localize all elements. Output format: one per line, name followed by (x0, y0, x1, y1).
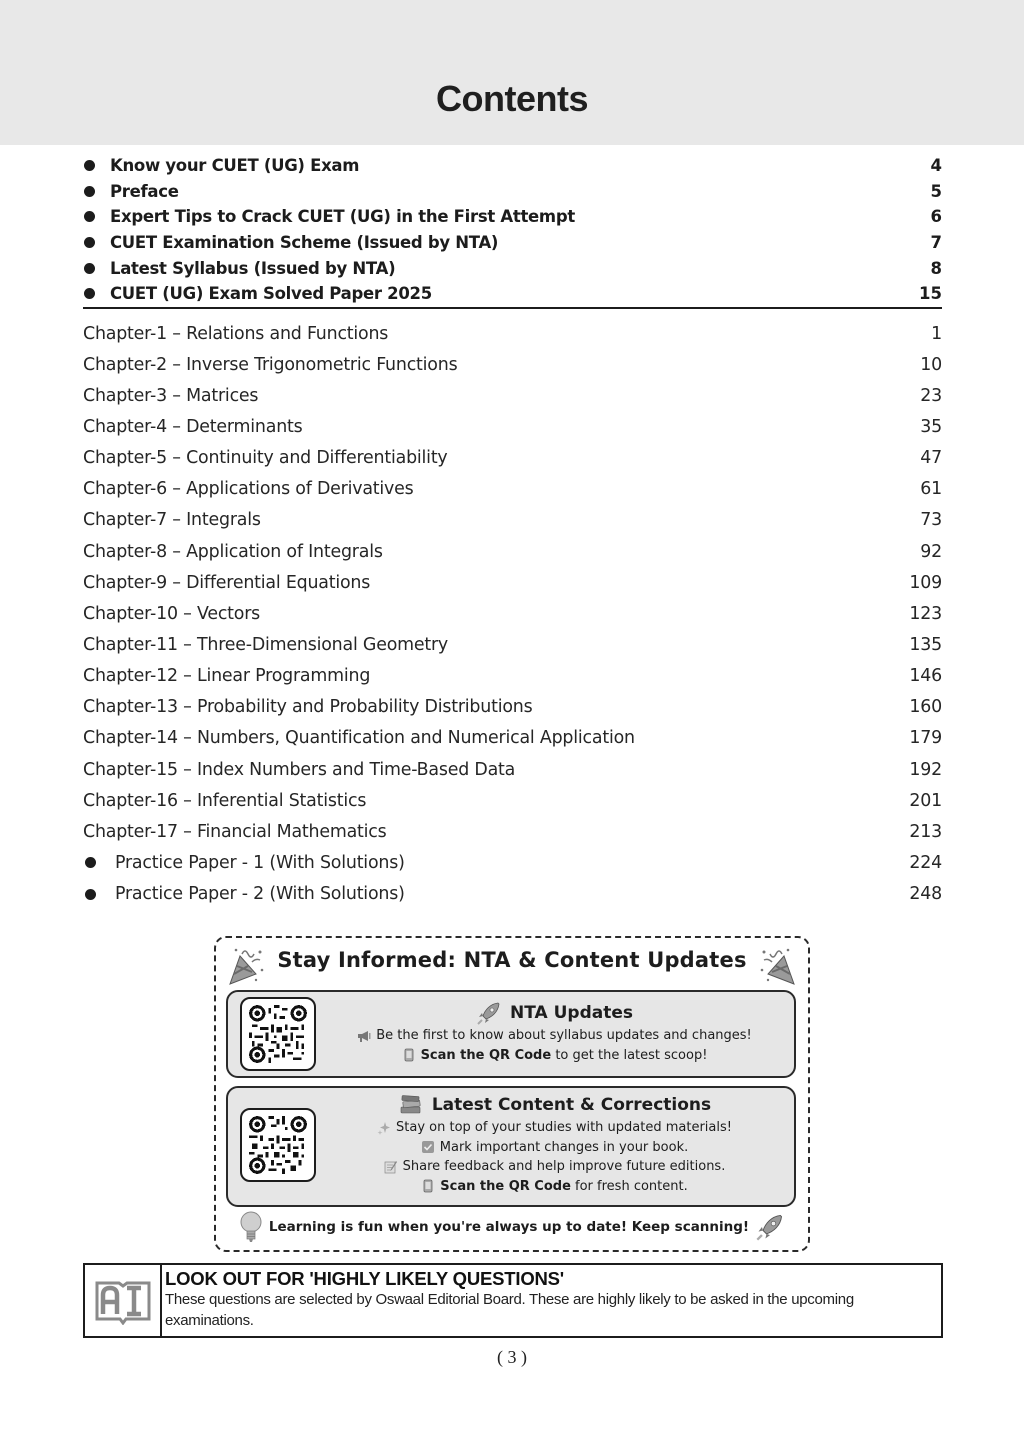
bullet-icon (84, 211, 95, 222)
latest-content-line-4: for fresh content. (575, 1178, 688, 1194)
chapter-label: Chapter-15 – Index Numbers and Time-Based Data (83, 759, 516, 780)
chapter-page: 201 (909, 790, 942, 811)
chapter-page: 35 (920, 416, 942, 437)
ai-book-icon (94, 1277, 152, 1325)
light-bulb-icon (239, 1210, 263, 1244)
party-popper-icon (758, 944, 798, 986)
chapter-page: 47 (920, 448, 942, 469)
chapter-page: 109 (909, 572, 942, 593)
chapter-page: 10 (920, 354, 942, 375)
mobile-phone-icon (402, 1048, 416, 1062)
header-band (0, 0, 1024, 145)
toc-entry-page: 7 (930, 233, 942, 253)
memo-icon (384, 1160, 398, 1174)
toc-entry[interactable] (83, 153, 942, 179)
nta-qr-code[interactable] (240, 997, 316, 1071)
chapter-entry[interactable] (83, 536, 942, 567)
toc-entry-page: 4 (930, 156, 942, 176)
toc-entry-page: 15 (919, 284, 942, 304)
practice-paper-entry[interactable] (83, 847, 942, 878)
chapter-label: Chapter-14 – Numbers, Quantification and Numerical Application (83, 728, 635, 749)
toc-entry[interactable] (83, 230, 942, 256)
latest-content-line-1: Stay on top of your studies with updated materials! (396, 1120, 732, 1135)
chapter-entry[interactable] (83, 723, 942, 754)
latest-content-line-3: Share feedback and help improve future editions. (402, 1159, 726, 1174)
scan-qr-bold: Scan the QR Code (420, 1047, 552, 1063)
chapter-label: Chapter-7 – Integrals (83, 510, 261, 531)
chapter-label: Chapter-16 – Inferential Statistics (83, 790, 367, 811)
megaphone-icon (357, 1029, 371, 1043)
bullet-icon (84, 186, 95, 197)
chapter-entry[interactable] (83, 692, 942, 723)
chapter-page: 1 (931, 323, 942, 344)
nta-updates-content (323, 992, 786, 1065)
chapter-label: Chapter-10 – Vectors (83, 603, 261, 624)
toc-entry[interactable] (83, 179, 942, 205)
chapter-entry[interactable] (83, 816, 942, 847)
nta-updates-line-1: Be the first to know about syllabus updates and changes! (376, 1028, 752, 1043)
sparkles-icon (377, 1121, 391, 1135)
chapter-page: 146 (909, 666, 942, 687)
nta-updates-line-2: to get the latest scoop! (555, 1047, 708, 1063)
toc-entry-page: 8 (930, 258, 942, 278)
chapter-label: Chapter-8 – Application of Integrals (83, 541, 383, 562)
nta-updates-panel (226, 990, 796, 1078)
front-matter-list (83, 153, 942, 307)
chapter-label: Chapter-12 – Linear Programming (83, 666, 371, 687)
bullet-icon (85, 889, 96, 900)
practice-paper-label: Practice Paper - 1 (With Solutions) (115, 852, 405, 873)
toc-entry-label: CUET (UG) Exam Solved Paper 2025 (110, 284, 432, 304)
chapter-page: 179 (909, 728, 942, 749)
chapter-entry[interactable] (83, 754, 942, 785)
bullet-icon (84, 237, 95, 248)
updates-box (214, 936, 810, 1252)
books-icon (398, 1092, 424, 1118)
section-divider (83, 307, 942, 309)
toc-entry-page: 6 (930, 207, 942, 227)
latest-content-line-2: Mark important changes in your book. (439, 1139, 689, 1155)
toc-entry-label: Latest Syllabus (Issued by NTA) (110, 258, 396, 278)
chapter-page: 23 (920, 385, 942, 406)
chapter-entry[interactable] (83, 474, 942, 505)
practice-paper-page: 224 (909, 852, 942, 873)
chapter-entry[interactable] (83, 785, 942, 816)
toc-entry-page: 5 (930, 181, 942, 201)
highly-likely-questions-box (83, 1263, 943, 1338)
updates-footer (216, 1210, 808, 1244)
page-title: Contents (436, 78, 588, 119)
highly-likely-description: These questions are selected by Oswaal Editorial Board. These are highly likely to be asked in the upcoming examinations. (165, 1291, 854, 1329)
scan-qr-bold: Scan the QR Code (440, 1178, 571, 1194)
toc-entry-label: Know your CUET (UG) Exam (110, 156, 360, 176)
highly-likely-title: LOOK OUT FOR 'HIGHLY LIKELY QUESTIONS' (165, 1268, 565, 1289)
chapter-label: Chapter-11 – Three-Dimensional Geometry (83, 634, 449, 655)
practice-paper-entry[interactable] (83, 879, 942, 910)
chapter-list (83, 318, 942, 910)
toc-entry-label: Expert Tips to Crack CUET (UG) in the First Attempt (110, 207, 575, 227)
chapter-page: 192 (909, 759, 942, 780)
updates-title: Stay Informed: NTA & Content Updates (277, 948, 747, 972)
chapter-entry[interactable] (83, 661, 942, 692)
latest-content-panel (226, 1086, 796, 1207)
bullet-icon (84, 288, 95, 299)
practice-paper-page: 248 (909, 884, 942, 905)
chapter-label: Chapter-17 – Financial Mathematics (83, 821, 387, 842)
chapter-page: 123 (909, 603, 942, 624)
chapter-label: Chapter-5 – Continuity and Differentiability (83, 448, 448, 469)
latest-content-qr-code[interactable] (240, 1108, 316, 1182)
rocket-icon (755, 1211, 785, 1243)
chapter-page: 213 (909, 821, 942, 842)
chapter-entry[interactable] (83, 349, 942, 380)
chapter-entry[interactable] (83, 318, 942, 349)
latest-content-content (323, 1088, 786, 1196)
chapter-entry[interactable] (83, 411, 942, 442)
page-number: ( 3 ) (497, 1347, 527, 1367)
chapter-entry[interactable] (83, 380, 942, 411)
bullet-icon (84, 160, 95, 171)
chapter-entry[interactable] (83, 567, 942, 598)
nta-updates-heading: NTA Updates (510, 1003, 633, 1023)
chapter-entry[interactable] (83, 443, 942, 474)
chapter-entry[interactable] (83, 629, 942, 660)
chapter-page: 92 (920, 541, 942, 562)
chapter-label: Chapter-2 – Inverse Trigonometric Functions (83, 354, 458, 375)
bullet-icon (84, 263, 95, 274)
chapter-label: Chapter-4 – Determinants (83, 416, 303, 437)
updates-footer-text: Learning is fun when you're always up to date! Keep scanning! (268, 1219, 750, 1235)
toc-entry[interactable] (83, 204, 942, 230)
bullet-icon (85, 857, 96, 868)
chapter-page: 73 (920, 510, 942, 531)
rocket-icon (476, 1000, 502, 1026)
chapter-page: 61 (920, 479, 942, 500)
chapter-entry[interactable] (83, 598, 942, 629)
toc-entry[interactable] (83, 281, 942, 307)
latest-content-heading: Latest Content & Corrections (431, 1095, 712, 1115)
chapter-entry[interactable] (83, 505, 942, 536)
practice-paper-label: Practice Paper - 2 (With Solutions) (115, 884, 405, 905)
checkbox-icon (421, 1140, 435, 1154)
toc-entry[interactable] (83, 255, 942, 281)
chapter-label: Chapter-6 – Applications of Derivatives (83, 479, 414, 500)
toc-entry-label: CUET Examination Scheme (Issued by NTA) (110, 233, 499, 253)
chapter-label: Chapter-1 – Relations and Functions (83, 323, 389, 344)
mobile-phone-icon (421, 1179, 435, 1193)
chapter-label: Chapter-3 – Matrices (83, 385, 259, 406)
toc-entry-label: Preface (110, 181, 179, 201)
chapter-label: Chapter-13 – Probability and Probability Distributions (83, 697, 533, 718)
chapter-label: Chapter-9 – Differential Equations (83, 572, 371, 593)
chapter-page: 135 (909, 634, 942, 655)
chapter-page: 160 (909, 697, 942, 718)
